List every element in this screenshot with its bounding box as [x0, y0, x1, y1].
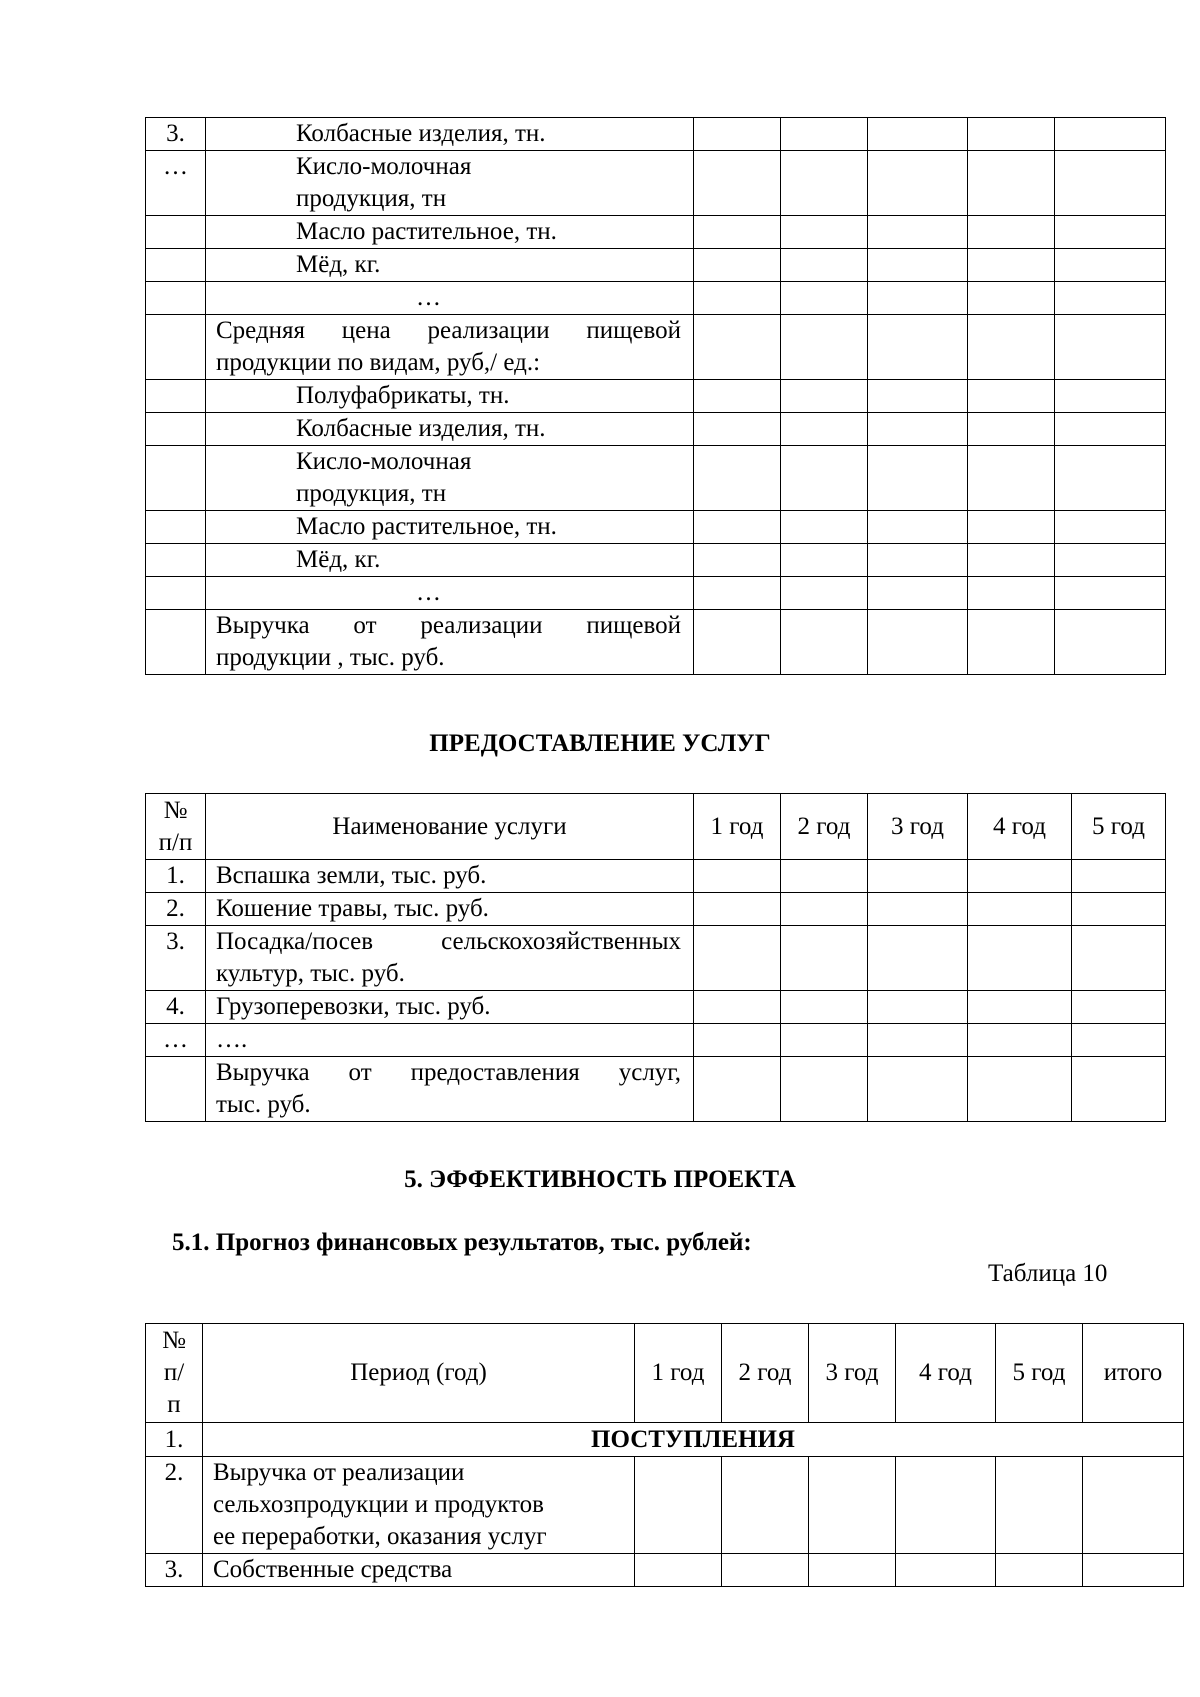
value-cell	[1055, 249, 1166, 282]
row-number: …	[146, 151, 206, 216]
header-year-2: 2 год	[781, 794, 868, 860]
financial-results-body	[146, 1423, 1184, 1587]
value-cell	[781, 1057, 868, 1122]
value-cell	[809, 1457, 896, 1554]
value-cell	[968, 926, 1072, 991]
table-row	[146, 413, 1166, 446]
value-cell	[968, 315, 1055, 380]
name-line: продукции по видам, руб,/ ед.:	[216, 349, 541, 376]
row-number: 2.	[146, 1457, 203, 1554]
value-cell	[781, 315, 868, 380]
value-cell	[781, 282, 868, 315]
value-cell	[781, 151, 868, 216]
table-row	[146, 860, 1166, 893]
value-cell	[868, 893, 968, 926]
name-line: Выручка от предоставления услуг,	[216, 1059, 681, 1086]
table-row	[146, 446, 1166, 511]
value-cell	[722, 1554, 809, 1587]
value-cell	[1083, 1554, 1184, 1587]
value-cell	[968, 1057, 1072, 1122]
header-year-1: 1 год	[694, 794, 781, 860]
value-cell	[968, 991, 1072, 1024]
section-row-receipts	[146, 1423, 1184, 1457]
value-cell	[1072, 1057, 1166, 1122]
value-cell	[968, 577, 1055, 610]
row-name: …	[206, 282, 694, 315]
value-cell	[968, 249, 1055, 282]
value-cell	[781, 610, 868, 675]
header-total: итого	[1083, 1324, 1184, 1423]
name-line: Средняя цена реализации пищевой	[216, 317, 681, 344]
financial-results-table	[145, 1323, 1184, 1587]
table-row	[146, 893, 1166, 926]
value-cell	[1055, 315, 1166, 380]
value-cell	[781, 926, 868, 991]
value-cell	[868, 511, 968, 544]
table-row	[146, 380, 1166, 413]
value-cell	[1055, 610, 1166, 675]
row-number: 1.	[146, 860, 206, 893]
row-name: Масло растительное, тн.	[206, 216, 694, 249]
name-line: Кисло-молочная	[296, 153, 472, 180]
value-cell	[1083, 1457, 1184, 1554]
value-cell	[1072, 1024, 1166, 1057]
row-number: …	[146, 1024, 206, 1057]
value-cell	[694, 118, 781, 151]
value-cell	[868, 860, 968, 893]
value-cell	[868, 577, 968, 610]
header-year-2: 2 год	[722, 1324, 809, 1423]
value-cell	[781, 544, 868, 577]
value-cell	[1055, 544, 1166, 577]
value-cell	[781, 249, 868, 282]
section-label: ПОСТУПЛЕНИЯ	[203, 1423, 1184, 1457]
row-name	[206, 446, 694, 511]
forecast-subheading: 5.1. Прогноз финансовых результатов, тыс. рублей:	[172, 1229, 752, 1256]
header-year-1: 1 год	[635, 1324, 722, 1423]
value-cell	[968, 380, 1055, 413]
row-name: …	[206, 577, 694, 610]
name-line: Посадка/посев сельскохозяйственных	[216, 928, 681, 955]
value-cell	[694, 511, 781, 544]
value-cell	[868, 380, 968, 413]
value-cell	[868, 1057, 968, 1122]
value-cell	[694, 1024, 781, 1057]
name-line: продукция, тн	[296, 185, 447, 212]
header-period: Период (год)	[203, 1324, 635, 1423]
row-name	[206, 1057, 694, 1122]
table-row	[146, 1057, 1166, 1122]
value-cell	[635, 1457, 722, 1554]
value-cell	[868, 282, 968, 315]
value-cell	[694, 610, 781, 675]
value-cell	[868, 249, 968, 282]
row-number: 4.	[146, 991, 206, 1024]
value-cell	[968, 610, 1055, 675]
value-cell	[868, 118, 968, 151]
name-line: тыс. руб.	[216, 1091, 311, 1118]
value-cell	[694, 544, 781, 577]
value-cell	[1072, 860, 1166, 893]
table-row	[146, 282, 1166, 315]
value-cell	[1055, 577, 1166, 610]
services-heading: ПРЕДОСТАВЛЕНИЕ УСЛУГ	[429, 730, 771, 757]
table-row	[146, 610, 1166, 675]
header-year-5: 5 год	[996, 1324, 1083, 1423]
row-name: Грузоперевозки, тыс. руб.	[206, 991, 694, 1024]
value-cell	[1072, 926, 1166, 991]
value-cell	[868, 610, 968, 675]
row-name: Мёд, кг.	[206, 544, 694, 577]
table-row	[146, 151, 1166, 216]
header-year-3: 3 год	[809, 1324, 896, 1423]
row-name	[206, 926, 694, 991]
value-cell	[1072, 991, 1166, 1024]
value-cell	[868, 926, 968, 991]
row-name: Колбасные изделия, тн.	[206, 118, 694, 151]
table-row	[146, 1024, 1166, 1057]
name-line: Выручка от реализации пищевой	[216, 612, 681, 639]
row-number	[146, 282, 206, 315]
row-name: Мёд, кг.	[206, 249, 694, 282]
header-year-5: 5 год	[1072, 794, 1166, 860]
value-cell	[996, 1457, 1083, 1554]
row-number	[146, 315, 206, 380]
value-cell	[968, 860, 1072, 893]
row-number	[146, 413, 206, 446]
value-cell	[694, 151, 781, 216]
value-cell	[694, 893, 781, 926]
table-row	[146, 249, 1166, 282]
value-cell	[996, 1554, 1083, 1587]
value-cell	[781, 446, 868, 511]
row-number	[146, 610, 206, 675]
row-number	[146, 380, 206, 413]
value-cell	[1055, 216, 1166, 249]
value-cell	[694, 380, 781, 413]
value-cell	[781, 380, 868, 413]
name-line: культур, тыс. руб.	[216, 960, 405, 987]
value-cell	[968, 544, 1055, 577]
value-cell	[781, 893, 868, 926]
financial-header-row	[146, 1324, 1184, 1423]
row-name: Масло растительное, тн.	[206, 511, 694, 544]
value-cell	[694, 413, 781, 446]
value-cell	[781, 1024, 868, 1057]
row-name: ….	[206, 1024, 694, 1057]
value-cell	[1055, 511, 1166, 544]
value-cell	[968, 151, 1055, 216]
row-number: 2.	[146, 893, 206, 926]
table-row	[146, 926, 1166, 991]
value-cell	[781, 860, 868, 893]
value-cell	[868, 151, 968, 216]
row-number	[146, 446, 206, 511]
header-year-4: 4 год	[896, 1324, 996, 1423]
value-cell	[781, 216, 868, 249]
value-cell	[694, 1057, 781, 1122]
header-year-3: 3 год	[868, 794, 968, 860]
value-cell	[1055, 446, 1166, 511]
food-products-table-body	[146, 118, 1166, 675]
name-line: сельхозпродукции и продуктов	[213, 1491, 544, 1518]
value-cell	[1072, 893, 1166, 926]
value-cell	[1055, 413, 1166, 446]
header-num: № п/п	[146, 794, 206, 860]
row-number	[146, 216, 206, 249]
name-line: Выручка от реализации	[213, 1459, 465, 1486]
value-cell	[968, 446, 1055, 511]
value-cell	[635, 1554, 722, 1587]
value-cell	[694, 926, 781, 991]
name-line: Кисло-молочная	[296, 448, 472, 475]
value-cell	[781, 577, 868, 610]
row-number: 1.	[146, 1423, 203, 1457]
value-cell	[1055, 282, 1166, 315]
table-row	[146, 118, 1166, 151]
table-row	[146, 577, 1166, 610]
value-cell	[868, 315, 968, 380]
value-cell	[694, 249, 781, 282]
value-cell	[868, 413, 968, 446]
header-year-4: 4 год	[968, 794, 1072, 860]
row-name	[206, 315, 694, 380]
value-cell	[968, 511, 1055, 544]
table-row	[146, 991, 1166, 1024]
value-cell	[868, 544, 968, 577]
row-number: 3.	[146, 1554, 203, 1587]
row-number: 3.	[146, 118, 206, 151]
services-table	[145, 793, 1166, 1122]
row-number	[146, 1057, 206, 1122]
value-cell	[868, 991, 968, 1024]
table-row	[146, 1554, 1184, 1587]
row-number	[146, 511, 206, 544]
value-cell	[968, 413, 1055, 446]
services-table-body	[146, 860, 1166, 1122]
value-cell	[1055, 151, 1166, 216]
row-number	[146, 577, 206, 610]
row-number: 3.	[146, 926, 206, 991]
value-cell	[781, 413, 868, 446]
value-cell	[868, 1024, 968, 1057]
name-line: продукции , тыс. руб.	[216, 644, 445, 671]
row-name	[206, 610, 694, 675]
row-name	[206, 151, 694, 216]
value-cell	[968, 118, 1055, 151]
value-cell	[694, 315, 781, 380]
value-cell	[896, 1554, 996, 1587]
value-cell	[896, 1457, 996, 1554]
value-cell	[694, 577, 781, 610]
table-row	[146, 544, 1166, 577]
value-cell	[968, 893, 1072, 926]
services-header-row	[146, 794, 1166, 860]
name-line: ее переработки, оказания услуг	[213, 1523, 547, 1550]
header-service-name: Наименование услуги	[206, 794, 694, 860]
value-cell	[722, 1457, 809, 1554]
table-row	[146, 315, 1166, 380]
value-cell	[694, 991, 781, 1024]
value-cell	[868, 446, 968, 511]
row-name: Вспашка земли, тыс. руб.	[206, 860, 694, 893]
table-caption: Таблица 10	[988, 1260, 1108, 1287]
header-num: № п/ п	[146, 1324, 203, 1423]
name-line: продукция, тн	[296, 480, 447, 507]
row-number	[146, 544, 206, 577]
value-cell	[694, 282, 781, 315]
value-cell	[694, 446, 781, 511]
efficiency-heading: 5. ЭФФЕКТИВНОСТЬ ПРОЕКТА	[404, 1166, 796, 1193]
value-cell	[781, 511, 868, 544]
table-row	[146, 1457, 1184, 1554]
row-number	[146, 249, 206, 282]
value-cell	[1055, 118, 1166, 151]
row-name: Колбасные изделия, тн.	[206, 413, 694, 446]
food-products-table	[145, 117, 1166, 675]
value-cell	[694, 216, 781, 249]
value-cell	[1055, 380, 1166, 413]
row-name: Кошение травы, тыс. руб.	[206, 893, 694, 926]
value-cell	[968, 1024, 1072, 1057]
value-cell	[694, 860, 781, 893]
value-cell	[809, 1554, 896, 1587]
row-name: Полуфабрикаты, тн.	[206, 380, 694, 413]
value-cell	[781, 991, 868, 1024]
value-cell	[968, 282, 1055, 315]
row-name: Собственные средства	[203, 1554, 635, 1587]
value-cell	[868, 216, 968, 249]
table-row	[146, 511, 1166, 544]
value-cell	[968, 216, 1055, 249]
row-name	[203, 1457, 635, 1554]
value-cell	[781, 118, 868, 151]
table-row	[146, 216, 1166, 249]
